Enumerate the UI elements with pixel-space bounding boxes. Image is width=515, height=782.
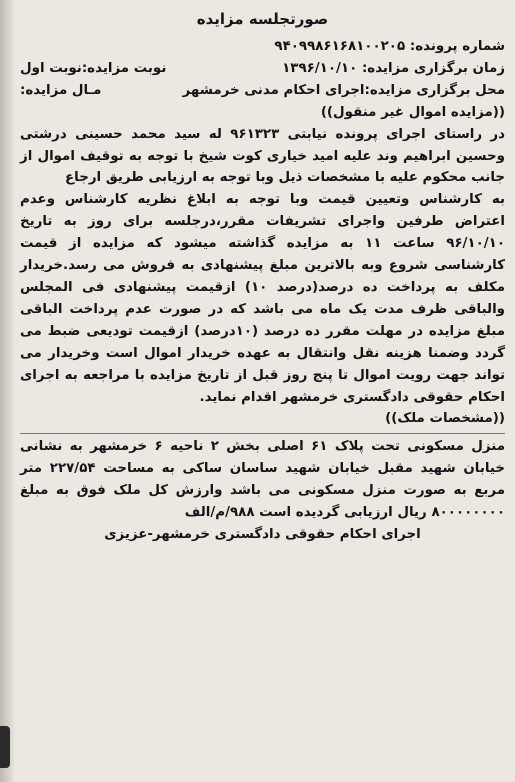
edge-mark — [0, 726, 10, 768]
date-round-row — [20, 58, 505, 80]
notice-title: صورتجلسه مزایده — [196, 10, 329, 28]
file-number-label: شماره پرونده: — [409, 39, 505, 54]
property-type-row — [20, 102, 505, 124]
date-label: زمان برگزاری مزایده: — [361, 60, 505, 76]
property-type-value: ((مزایده اموال غیر منقول)) — [320, 104, 505, 120]
file-number-value: ۹۴۰۹۹۸۶۱۶۸۱۰۰۲۰۵ — [274, 39, 406, 54]
date-value: ۱۳۹۶/۱۰/۱۰ — [282, 60, 358, 76]
paragraph-terms: به کارشناس وتعیین قیمت وبا توجه به ابلاغ نظریه کارشناس وعدم اعتراض طرفین واجرای تشریفات مقرر،درجلسه برای روز به تاریخ ۹۶/۱۰/۱۰ ساعت ۱۱ به مزایده گذاشته میشود که مزایده از قیمت کارشناسی شروع وبه بالاترین مبلغ پیشنهادی به فروش می رسد.خریدار مکلف به پرداخت ده درصد(درصد ۱۰) ازقیمت پیشنهادی فی المجلس والباقی ظرف مدت یک ماه می باشد که در صورت عدم پرداخت الباقی مبلغ مزایده در مهلت مقرر ده درصد (۱۰درصد) ازقیمت تودیعی ضبط می گردد وضمنا هزینه نقل وانتقال به عهده خریدار اموال است وخریدار می تواند جهت رویت اموال تا پنج روز قبل از تاریخ مزایده با مراجعه به اجرای احکام حقوقی دادگستری خرمشهر اقدام نماید. — [20, 192, 506, 405]
page-gutter — [0, 0, 14, 782]
specs-heading: ((مشخصات ملک)) — [385, 411, 505, 427]
auction-notice — [20, 8, 505, 546]
venue-value: اجرای احکام مدنی خرمشهر — [182, 82, 365, 98]
paragraph-property: منزل مسکونی تحت پلاک ۶۱ اصلی بخش ۲ ناحیه ۶ خرمشهر به نشانی خیابان شهید مقبل خیابان شهید ساسان ساکی به مساحت ۲۲۷/۵۴ متر مربع به صورت منزل مسکونی می باشد وارزش کل ملک فوق به مبلغ ۸۰۰۰۰۰۰۰۰ ریال ارزیابی گردیده است ۹۸۸/م/الف — [20, 439, 506, 521]
paragraph-intro: در راستای اجرای پرونده نیابتی ۹۶۱۳۲۳ له سید محمد حسینی درشتی وحسین ابراهیم وند علیه امید خیاری کوت شیخ با توجه به توقیف اموال از جانب محکوم علیه با مشخصات ذیل وبا توجه به ارزیابی طریق ارجاع — [20, 126, 505, 186]
property-type-label: مـال مزایده: — [20, 82, 102, 98]
venue-label: محل برگزاری مزایده: — [364, 82, 505, 98]
file-number-row — [20, 36, 505, 58]
venue-row — [20, 80, 505, 102]
divider — [20, 433, 505, 434]
round-value: نوبت اول — [20, 60, 82, 76]
round-label: نوبت مزایده: — [81, 60, 167, 76]
signature: اجرای احکام حقوقی دادگستری خرمشهر-عزیزی — [104, 526, 421, 542]
